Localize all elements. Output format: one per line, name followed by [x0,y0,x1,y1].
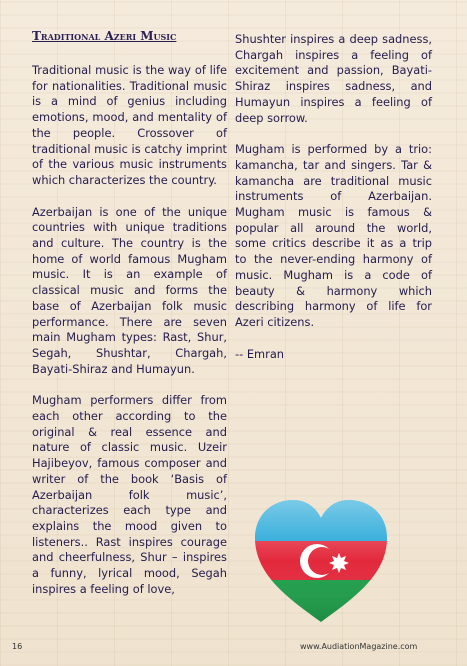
paragraph-moods: Shushter inspires a deep sadness, Chargah inspires a feeling of excitement and passion, Bayati-Shiraz inspires sadness, and Humayun inspires a feeling of deep sorrow. [235,32,432,125]
author-signature: -- Emran [235,346,285,361]
left-column [32,63,227,614]
azerbaijan-flag-heart-icon [250,496,392,626]
website-footer: www.AudiationMagazine.com [300,642,418,651]
right-column [235,32,432,378]
article-title: Traditional Azeri Music [32,29,177,43]
page-number: 16 [12,642,23,651]
paragraph-azerbaijan: Azerbaijan is one of the unique countries with unique traditions and culture. The country is the home of world famous Mugham music. It is an example of classical music and forms the base of Azerbaijan folk music performance. There are seven main Mugham types: Rast, Shur, Segah, Shushtar, Chargah, Bayati-Shiraz and Humayun. [32,204,227,376]
paragraph-trio: Mugham is performed by a trio: kamancha, tar and singers. Tar & kamancha are traditional music instruments of Azerbaijan. Mugham music is famous & popular all around the world, some critics describe it as a trip to the never-ending harmony of music. Mugham is a code of beauty & harmony which describing harmony of life for Azeri citizens. [235,142,432,329]
paragraph-intro: Traditional music is the way of life for nationalities. Traditional music is a mind of genius including emotions, mood, and mentality of the people. Crossover of traditional music is catchy imprint of the various music instruments which characterizes the country. [32,63,227,187]
paragraph-performers: Mugham performers differ from each other according to the original & real essence and nature of classic music. Uzeir Hajibeyov, famous composer and writer of the book ‘Basis of Azerbaijan folk music’, characterizes each type and explains the mood given to listeners.. Rast inspires courage and cheerfulness, Shur – inspires a funny, lyrical mood, Segah inspires a feeling of love, [32,393,227,596]
